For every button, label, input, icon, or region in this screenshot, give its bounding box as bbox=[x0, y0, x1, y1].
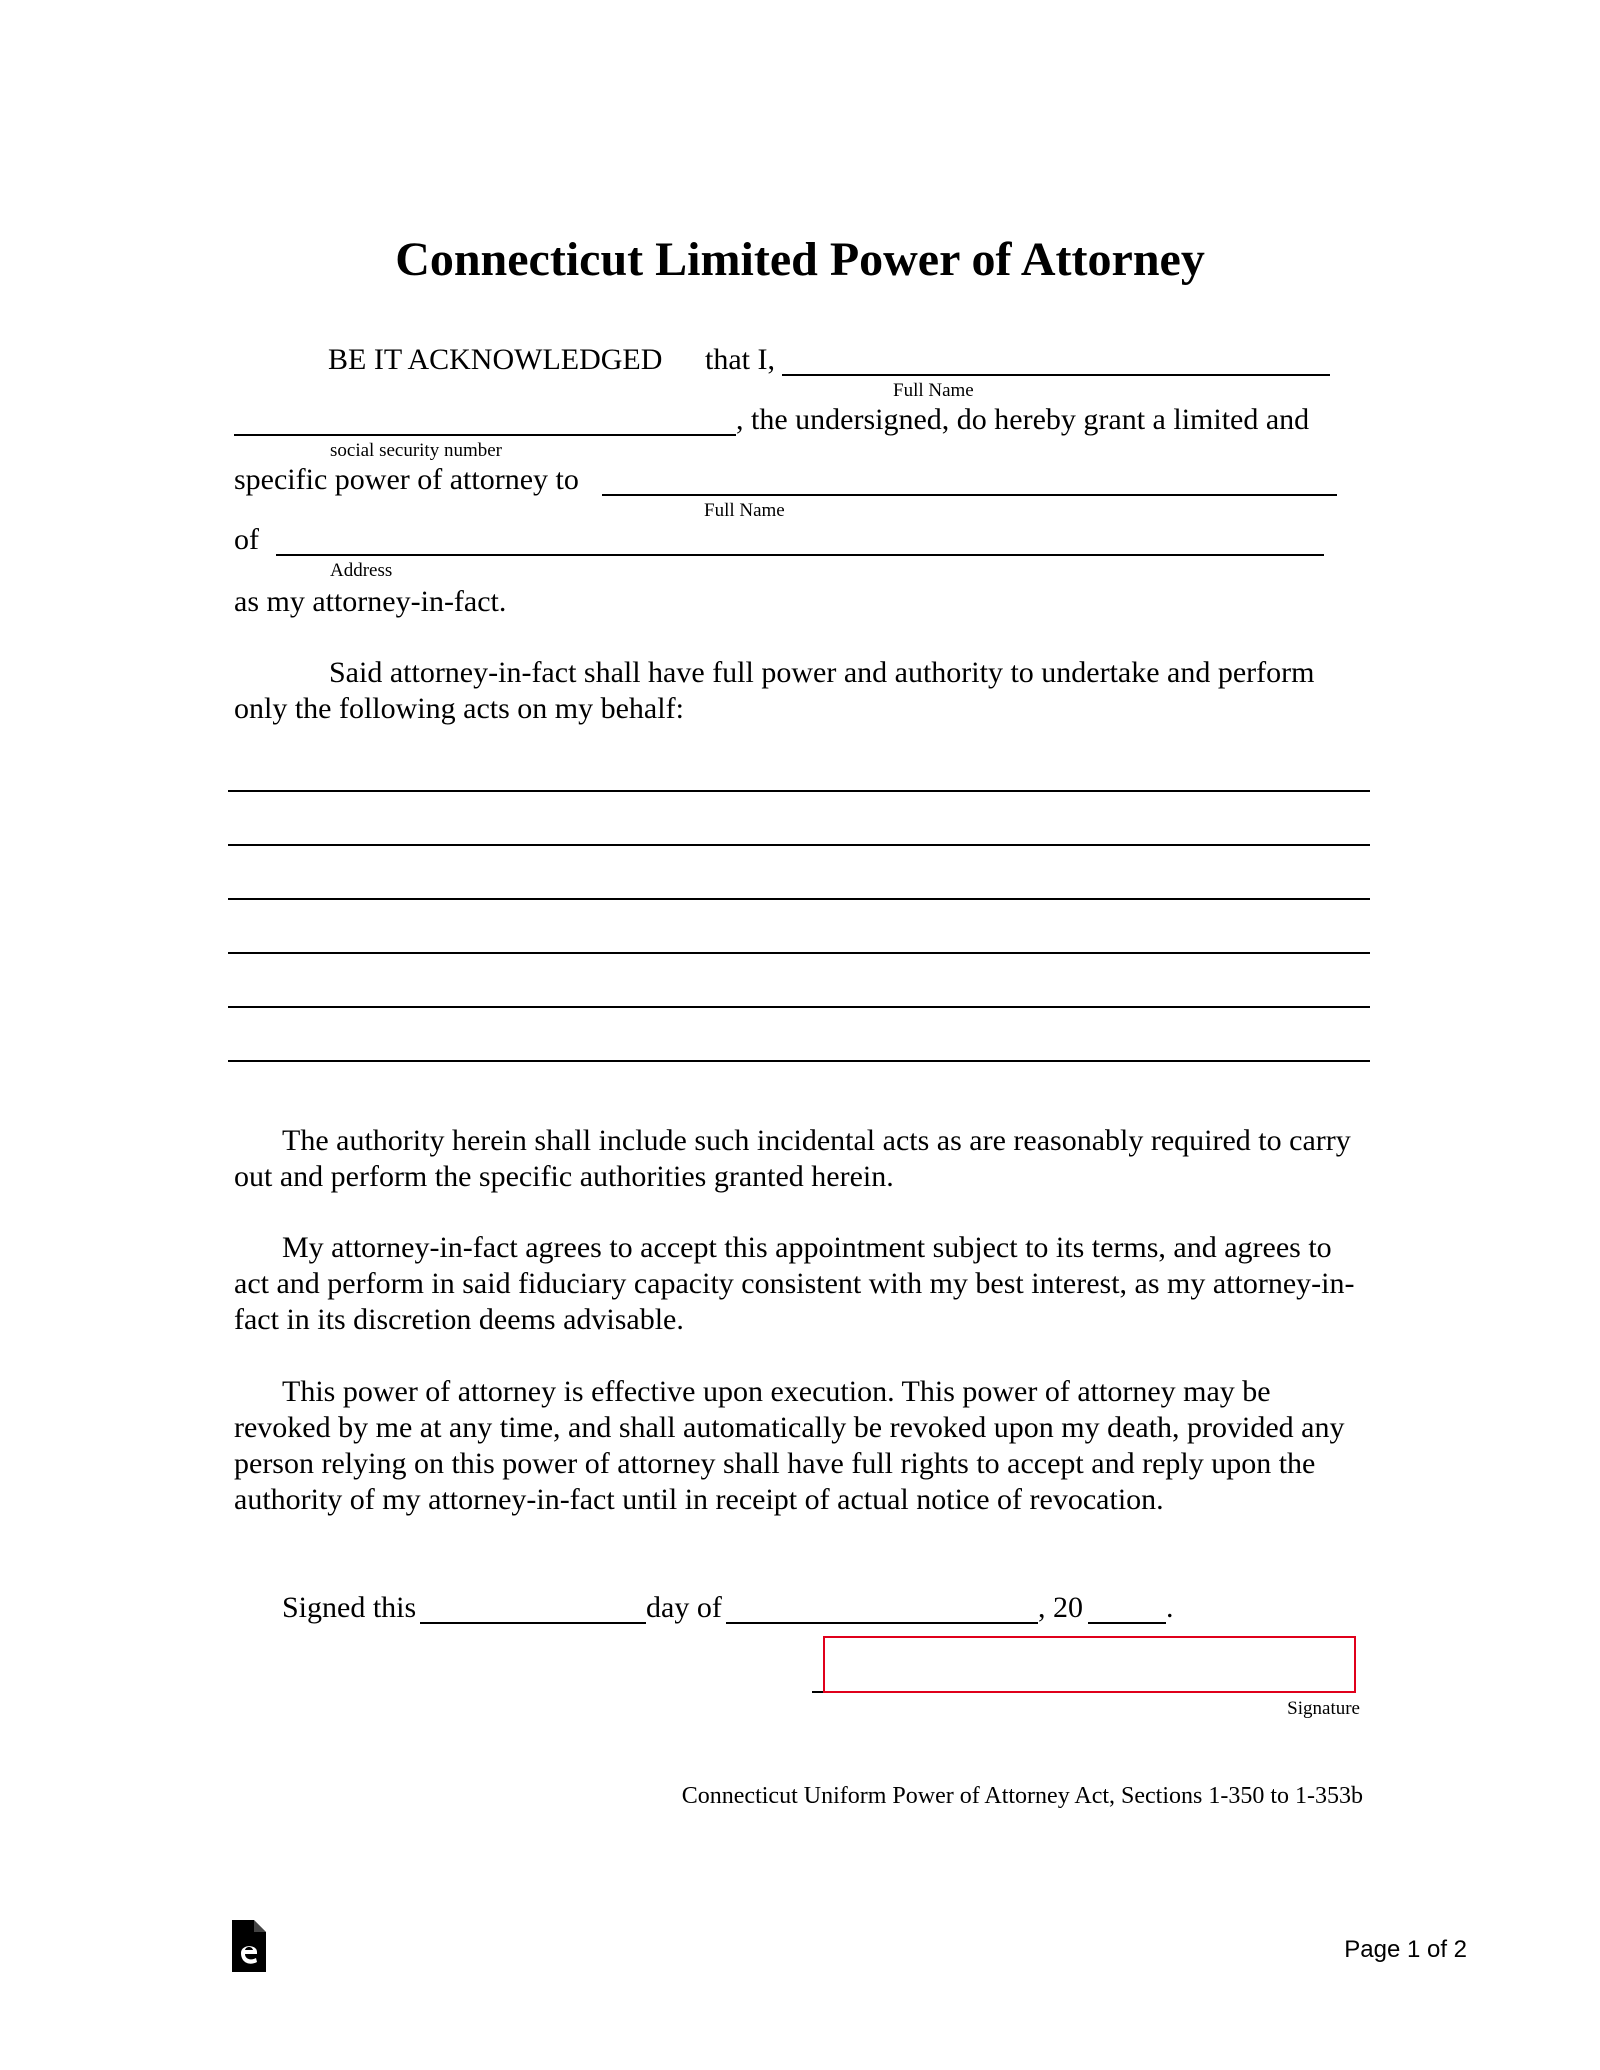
specific-power-text: specific power of attorney to bbox=[234, 463, 579, 496]
day-of-text: day of bbox=[646, 1591, 722, 1624]
paragraph-text: The authority herein shall include such incidental acts as are reasonably required to carry out and perform the specific authorities granted herein. bbox=[234, 1124, 1351, 1193]
that-i-text: that I, bbox=[705, 343, 775, 376]
document-logo-icon bbox=[232, 1920, 266, 1972]
acknowledgment-lead: BE IT ACKNOWLEDGED bbox=[328, 343, 663, 376]
period-text: . bbox=[1166, 1591, 1174, 1624]
authority-paragraph bbox=[234, 655, 1364, 727]
ssn-caption: social security number bbox=[330, 440, 503, 461]
incidental-acts-paragraph bbox=[234, 1123, 1364, 1195]
ssn-field[interactable] bbox=[234, 408, 736, 436]
of-text: of bbox=[234, 523, 259, 556]
year-prefix-text: , 20 bbox=[1038, 1591, 1083, 1624]
authority-paragraph-text: Said attorney-in-fact shall have full power and authority to undertake and perform only the following acts on my behalf: bbox=[234, 656, 1315, 725]
revocation-paragraph bbox=[234, 1374, 1364, 1518]
document-title: Connecticut Limited Power of Attorney bbox=[395, 233, 1205, 286]
acceptance-paragraph bbox=[234, 1230, 1364, 1338]
acts-line-3[interactable] bbox=[228, 898, 1370, 900]
signature-field[interactable] bbox=[823, 1636, 1356, 1693]
acts-line-1[interactable] bbox=[228, 790, 1370, 792]
agent-name-field[interactable] bbox=[602, 468, 1337, 496]
paragraph-text: My attorney-in-fact agrees to accept this appointment subject to its terms, and agrees to act and perform in said fiduciary capacity consistent with my best interest, as my attorney-in-fact in its discretion deems advisable. bbox=[234, 1231, 1355, 1336]
signature-caption: Signature bbox=[1287, 1698, 1360, 1719]
acts-line-6[interactable] bbox=[228, 1060, 1370, 1062]
acts-line-4[interactable] bbox=[228, 952, 1370, 954]
signed-month-field[interactable] bbox=[726, 1596, 1038, 1624]
acts-line-2[interactable] bbox=[228, 844, 1370, 846]
acts-line-5[interactable] bbox=[228, 1006, 1370, 1008]
signed-year-field[interactable] bbox=[1088, 1596, 1166, 1624]
agent-name-caption: Full Name bbox=[704, 500, 785, 521]
page-number: Page 1 of 2 bbox=[1344, 1936, 1467, 1963]
signed-this-text: Signed this bbox=[282, 1591, 417, 1624]
paragraph-text: This power of attorney is effective upon execution. This power of attorney may be revoked by me at any time, and shall automatically be revoked upon my death, provided any person relying on this power of attorney shall have full rights to accept and reply upon the authority of my attorney-in-fact until in receipt of actual notice of revocation. bbox=[234, 1375, 1345, 1516]
principal-name-caption: Full Name bbox=[893, 380, 974, 401]
principal-name-field[interactable] bbox=[782, 348, 1330, 376]
signed-day-field[interactable] bbox=[420, 1596, 646, 1624]
attorney-in-fact-text: as my attorney-in-fact. bbox=[234, 585, 507, 618]
statute-reference: Connecticut Uniform Power of Attorney Act, Sections 1-350 to 1-353b bbox=[681, 1783, 1363, 1809]
undersigned-text: , the undersigned, do hereby grant a limited and bbox=[736, 403, 1310, 436]
agent-address-field[interactable] bbox=[276, 528, 1324, 556]
address-caption: Address bbox=[330, 560, 393, 581]
